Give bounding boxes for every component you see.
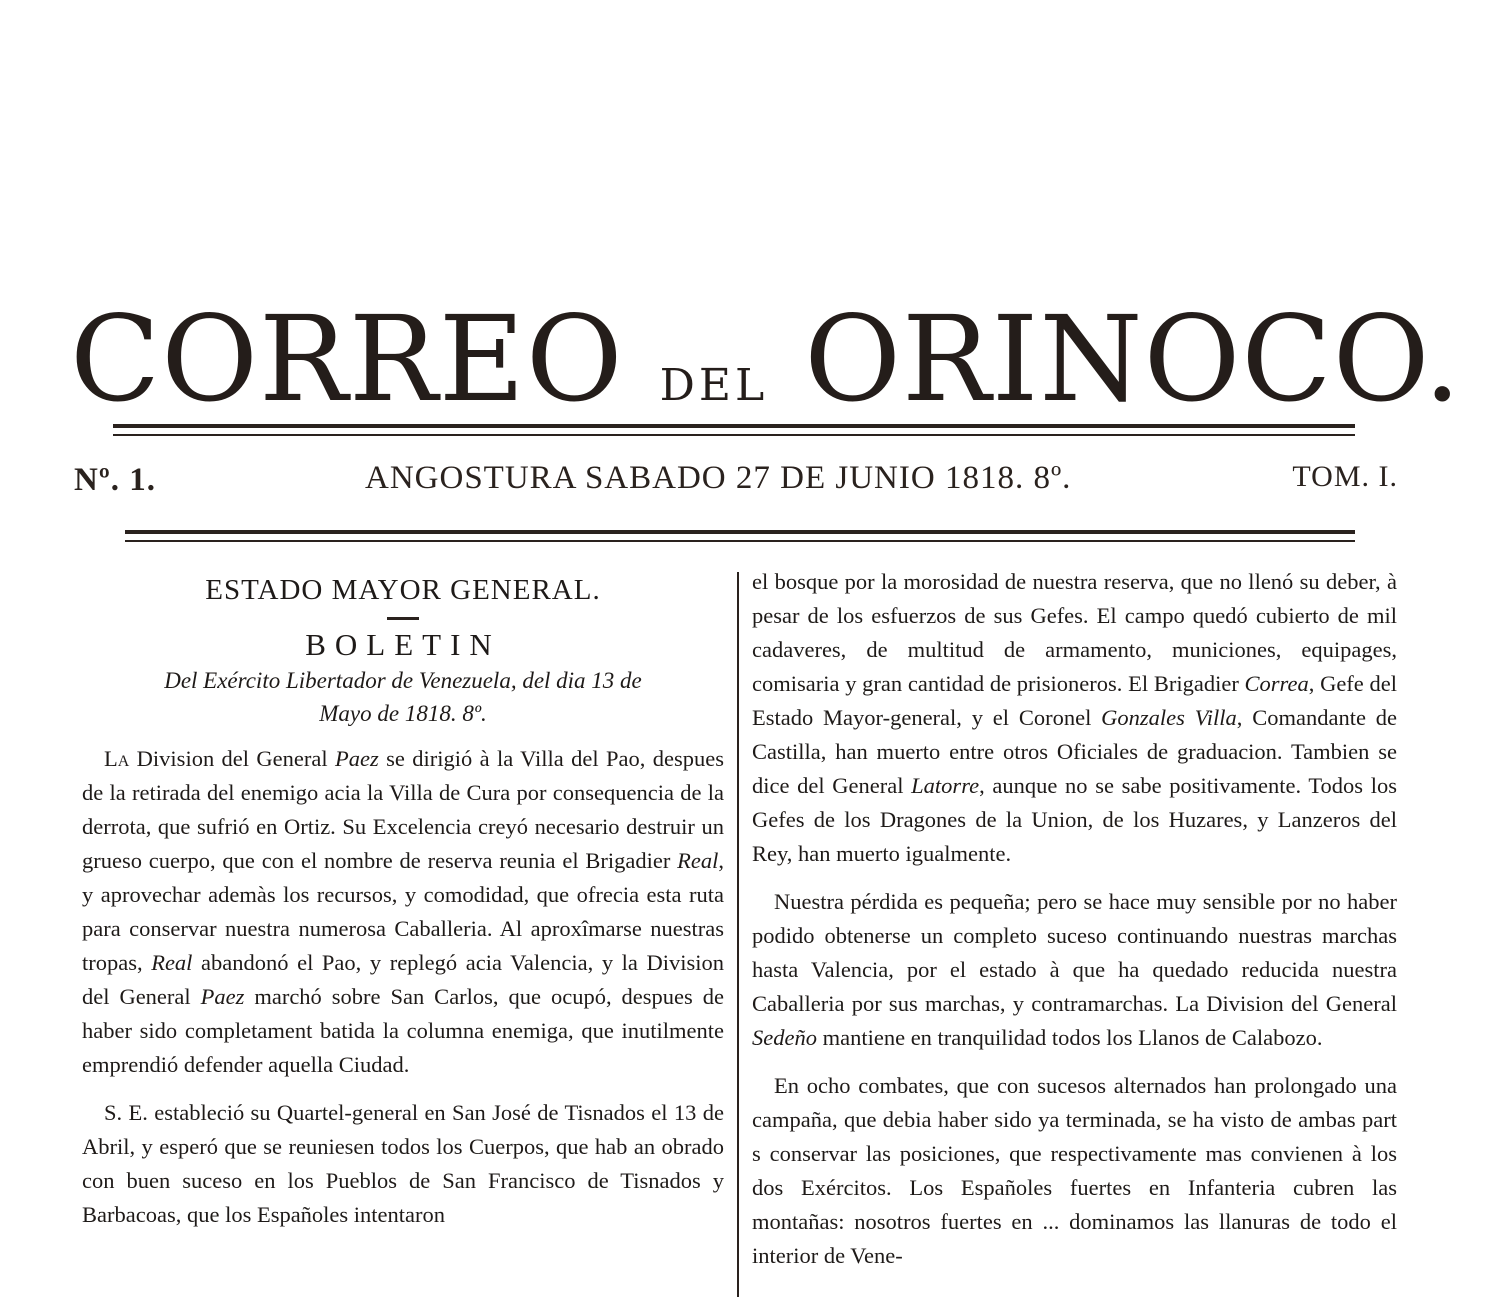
italic-name: Gonzales Villa xyxy=(1101,705,1237,730)
italic-name: Real xyxy=(151,950,193,975)
text-run: , y aprovechar ademàs los recursos, y comodidad, que ofrecia esta ruta para conservar nuestra numerosa Caballeria. Al aproxîmarse nuestras tropas, xyxy=(82,848,724,975)
article-paragraph xyxy=(752,885,1397,1055)
italic-name: Sedeño xyxy=(752,1025,817,1050)
article-paragraph xyxy=(752,565,1397,871)
subtitle-line-2: Mayo de 1818. 8º. xyxy=(319,701,487,726)
text-run: marchó sobre San Carlos, que ocupó, despues de haber sido completament batida la columna enemiga, que inutilmente emprendió defender aquella Ciudad. xyxy=(82,984,724,1077)
newspaper-masthead xyxy=(70,290,1463,428)
masthead-title-correo: CORREO xyxy=(70,290,624,428)
article-paragraph xyxy=(82,742,724,1082)
tome-number: TOM. I. xyxy=(1292,460,1398,493)
text-run: se dirigió à la Villa del Pao, despues de la retirada del enemigo acia la Villa de Cura por consequencia de la derrota, que sufrió en Ortiz. Su Excelencia creyó necesario destruir un grueso cuerpo, que con el nombre de reserva reunia el Brigadier xyxy=(82,746,725,873)
italic-name: Real xyxy=(677,848,719,873)
boletin-subtitle xyxy=(82,664,724,730)
masthead-title-orinoco: ORINOCO. xyxy=(804,290,1463,428)
section-title: ESTADO MAYOR GENERAL. xyxy=(205,574,601,606)
lead-word: La xyxy=(104,746,130,771)
text-run: Nuestra pérdida es pequeña; pero se hace muy sensible por no haber podido obtenerse un completo suceso continuando nuestras marchas hasta Valencia, por el estado à que ha quedado reducida nuestra Caballeria por sus marchas, y contramarchas. La Division del General xyxy=(752,889,1397,1016)
issue-date: ANGOSTURA SABADO 27 DE JUNIO 1818. 8º. xyxy=(365,460,1072,496)
italic-name: Paez xyxy=(335,746,379,771)
masthead-title-del: DEL xyxy=(659,360,769,411)
text-run: mantiene en tranquilidad todos los Llanos de Calabozo. xyxy=(816,1025,1323,1050)
issue-number: Nº. 1. xyxy=(74,462,156,498)
right-column xyxy=(752,565,1397,1273)
left-column xyxy=(82,565,724,1232)
text-run: , aunque no se sabe positivamente. Todos los Gefes de los Dragones de la Union, de los Huzares, y Lanzeros del Rey, han muerto igualmente. xyxy=(752,773,1397,866)
article-paragraph: S. E. estableció su Quartel-general en San José de Tisnados el 13 de Abril, y esperó que se reuniesen todos los Cuerpos, que hab an obrado con buen suceso en los Pueblos de San Francisco de Tisnados y Barbacoas, que los Españoles intentaron xyxy=(82,1100,724,1227)
title-dash-divider xyxy=(387,617,419,620)
text-run: abandonó el Pao, y replegó acia Valencia, y la Division del General xyxy=(82,950,724,1009)
italic-name: Latorre xyxy=(911,773,980,798)
text-run: , Gefe del Estado Mayor-general, y el Coronel xyxy=(752,671,1398,730)
article-paragraph: En ocho combates, que con sucesos alternados han prolongado una campaña, que debia haber sido ya terminada, se ha visto de ambas part s conservar las posiciones, que respectivamente mas convienen à los dos Exércitos. Los Españoles fuertes en Infanteria cubren las montañas: nosotros fuertes en ... dominamos las llanuras de todo el interior de Vene- xyxy=(752,1073,1397,1268)
boletin-heading: BOLETIN xyxy=(305,627,501,662)
subtitle-line-1: Del Exército Libertador de Venezuela, del dia 13 de xyxy=(164,668,642,693)
dateline-rule-bottom xyxy=(125,530,1355,542)
dateline-bar xyxy=(70,458,1410,508)
text-run: el bosque por la morosidad de nuestra reserva, que no llenó su deber, à pesar de los esfuerzos de sus Gefes. El campo quedó cubierto de mil cadaveres, de multitud de armamento, municiones, equipages, comisaria y gran cantidad de prisioneros. El Brigadier xyxy=(752,569,1397,696)
masthead-rule-top xyxy=(113,424,1355,436)
column-divider xyxy=(737,572,739,1297)
text-run: , Comandante de Castilla, han muerto entre otros Oficiales de graduacion. Tambien se dice del General xyxy=(752,705,1397,798)
italic-name: Correa xyxy=(1244,671,1309,696)
text-run: Division del General xyxy=(129,746,335,771)
italic-name: Paez xyxy=(200,984,245,1009)
